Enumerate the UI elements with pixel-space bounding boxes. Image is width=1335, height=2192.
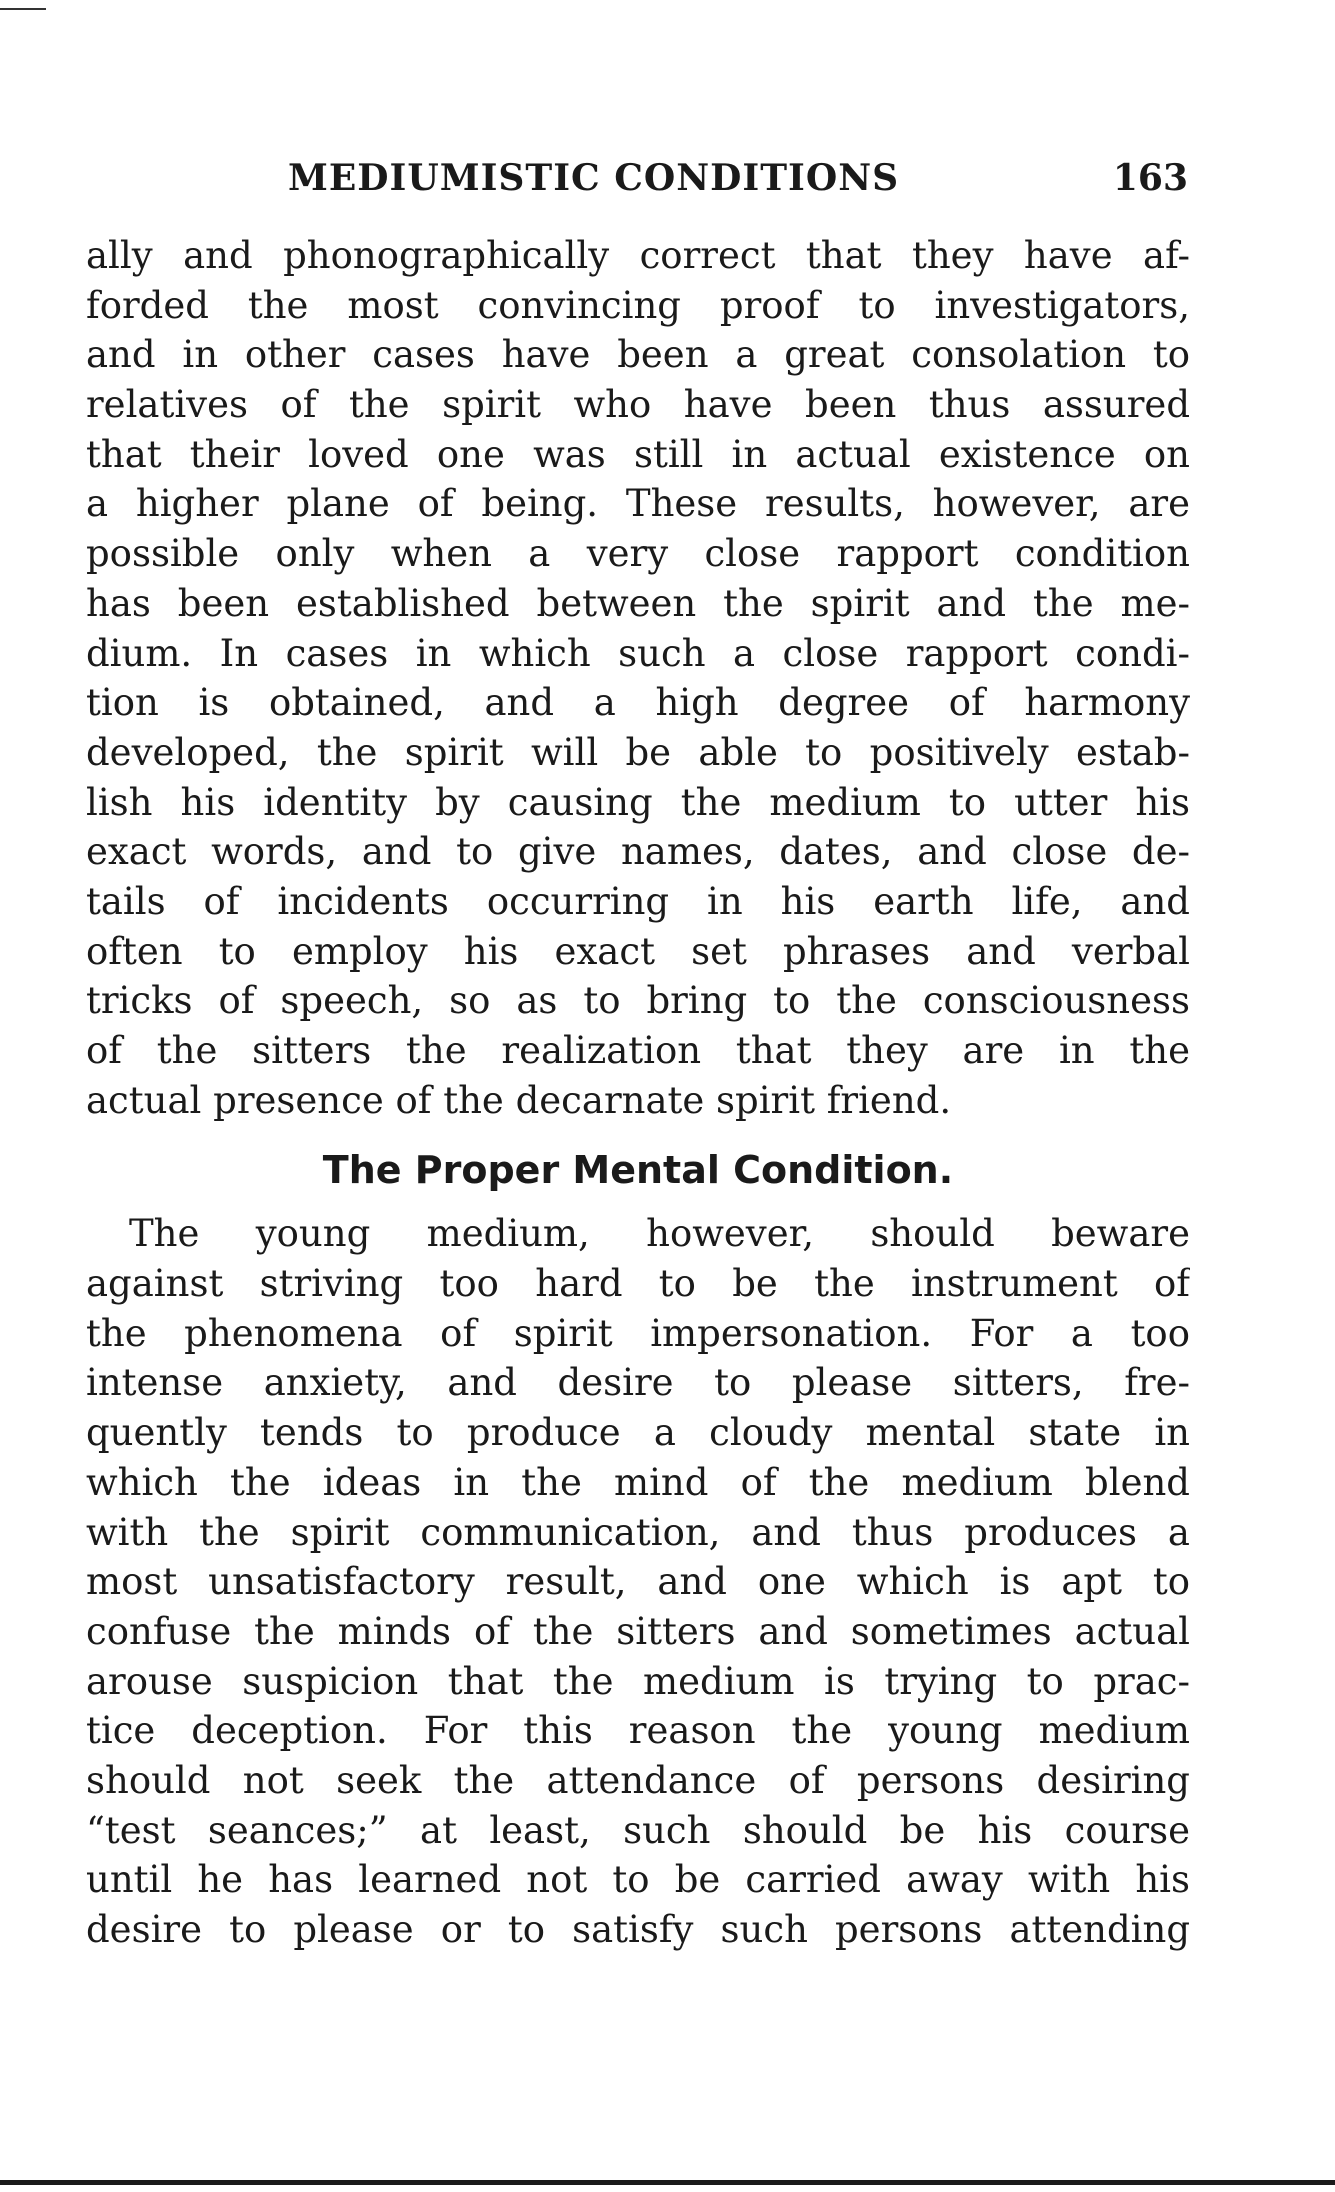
corner-mark bbox=[0, 8, 46, 10]
text-line: confuse the minds of the sitters and sometimes actual bbox=[86, 1609, 1190, 1653]
text-line: tion is obtained, and a high degree of harmony bbox=[86, 681, 1190, 725]
text-line: has been established between the spirit and the me- bbox=[86, 581, 1190, 625]
page-number: 163 bbox=[1112, 157, 1188, 199]
text-line: “test seances;” at least, such should be his course bbox=[86, 1808, 1190, 1852]
text-line: The young medium, however, should beware bbox=[129, 1212, 1190, 1256]
text-line: actual presence of the decarnate spirit friend. bbox=[86, 1078, 952, 1122]
text-line: should not seek the attendance of persons desiring bbox=[86, 1758, 1190, 1802]
text-line: possible only when a very close rapport condition bbox=[86, 532, 1190, 576]
text-line: forded the most convincing proof to investigators, bbox=[86, 283, 1190, 327]
text-line: most unsatisfactory result, and one which is apt to bbox=[86, 1560, 1190, 1604]
text-line: developed, the spirit will be able to positively estab- bbox=[86, 730, 1190, 774]
text-line: intense anxiety, and desire to please sitters, fre- bbox=[86, 1361, 1190, 1405]
text-line: exact words, and to give names, dates, and close de- bbox=[86, 830, 1190, 874]
text-line: often to employ his exact set phrases and verbal bbox=[86, 929, 1190, 973]
text-line: lish his identity by causing the medium to utter his bbox=[86, 780, 1190, 824]
text-line: the phenomena of spirit impersonation. For a too bbox=[86, 1311, 1190, 1355]
text-line: until he has learned not to be carried away with his bbox=[86, 1858, 1190, 1902]
text-line: of the sitters the realization that they are in the bbox=[86, 1029, 1190, 1072]
text-line: arouse suspicion that the medium is trying to prac- bbox=[86, 1659, 1190, 1703]
section-heading: The Proper Mental Condition. bbox=[322, 1148, 954, 1193]
page-header bbox=[288, 157, 1188, 207]
text-line: against striving too hard to be the instrument of bbox=[86, 1262, 1190, 1306]
text-line: ally and phonographically correct that they have af- bbox=[86, 234, 1190, 277]
page-body bbox=[86, 231, 1190, 1955]
paragraph bbox=[86, 1209, 1190, 1954]
paragraph-continued bbox=[86, 231, 1190, 1125]
text-line: dium. In cases in which such a close rapport condi- bbox=[86, 631, 1190, 675]
text-line: tricks of speech, so as to bring to the consciousness bbox=[86, 979, 1190, 1023]
text-line: tice deception. For this reason the young medium bbox=[86, 1709, 1190, 1753]
text-line: desire to please or to satisfy such persons attending bbox=[86, 1908, 1190, 1951]
text-line: a higher plane of being. These results, however, are bbox=[86, 482, 1190, 526]
text-line: that their loved one was still in actual existence on bbox=[86, 432, 1190, 476]
text-line: and in other cases have been a great consolation to bbox=[86, 333, 1190, 377]
text-line: which the ideas in the mind of the medium blend bbox=[86, 1460, 1190, 1504]
text-line: with the spirit communication, and thus produces a bbox=[86, 1510, 1190, 1554]
text-line: quently tends to produce a cloudy mental state in bbox=[86, 1411, 1190, 1455]
bottom-rule bbox=[0, 2180, 1335, 2185]
running-head: MEDIUMISTIC CONDITIONS bbox=[288, 157, 900, 199]
text-line: tails of incidents occurring in his earth life, and bbox=[86, 879, 1190, 923]
text-line: relatives of the spirit who have been thus assured bbox=[86, 383, 1190, 427]
